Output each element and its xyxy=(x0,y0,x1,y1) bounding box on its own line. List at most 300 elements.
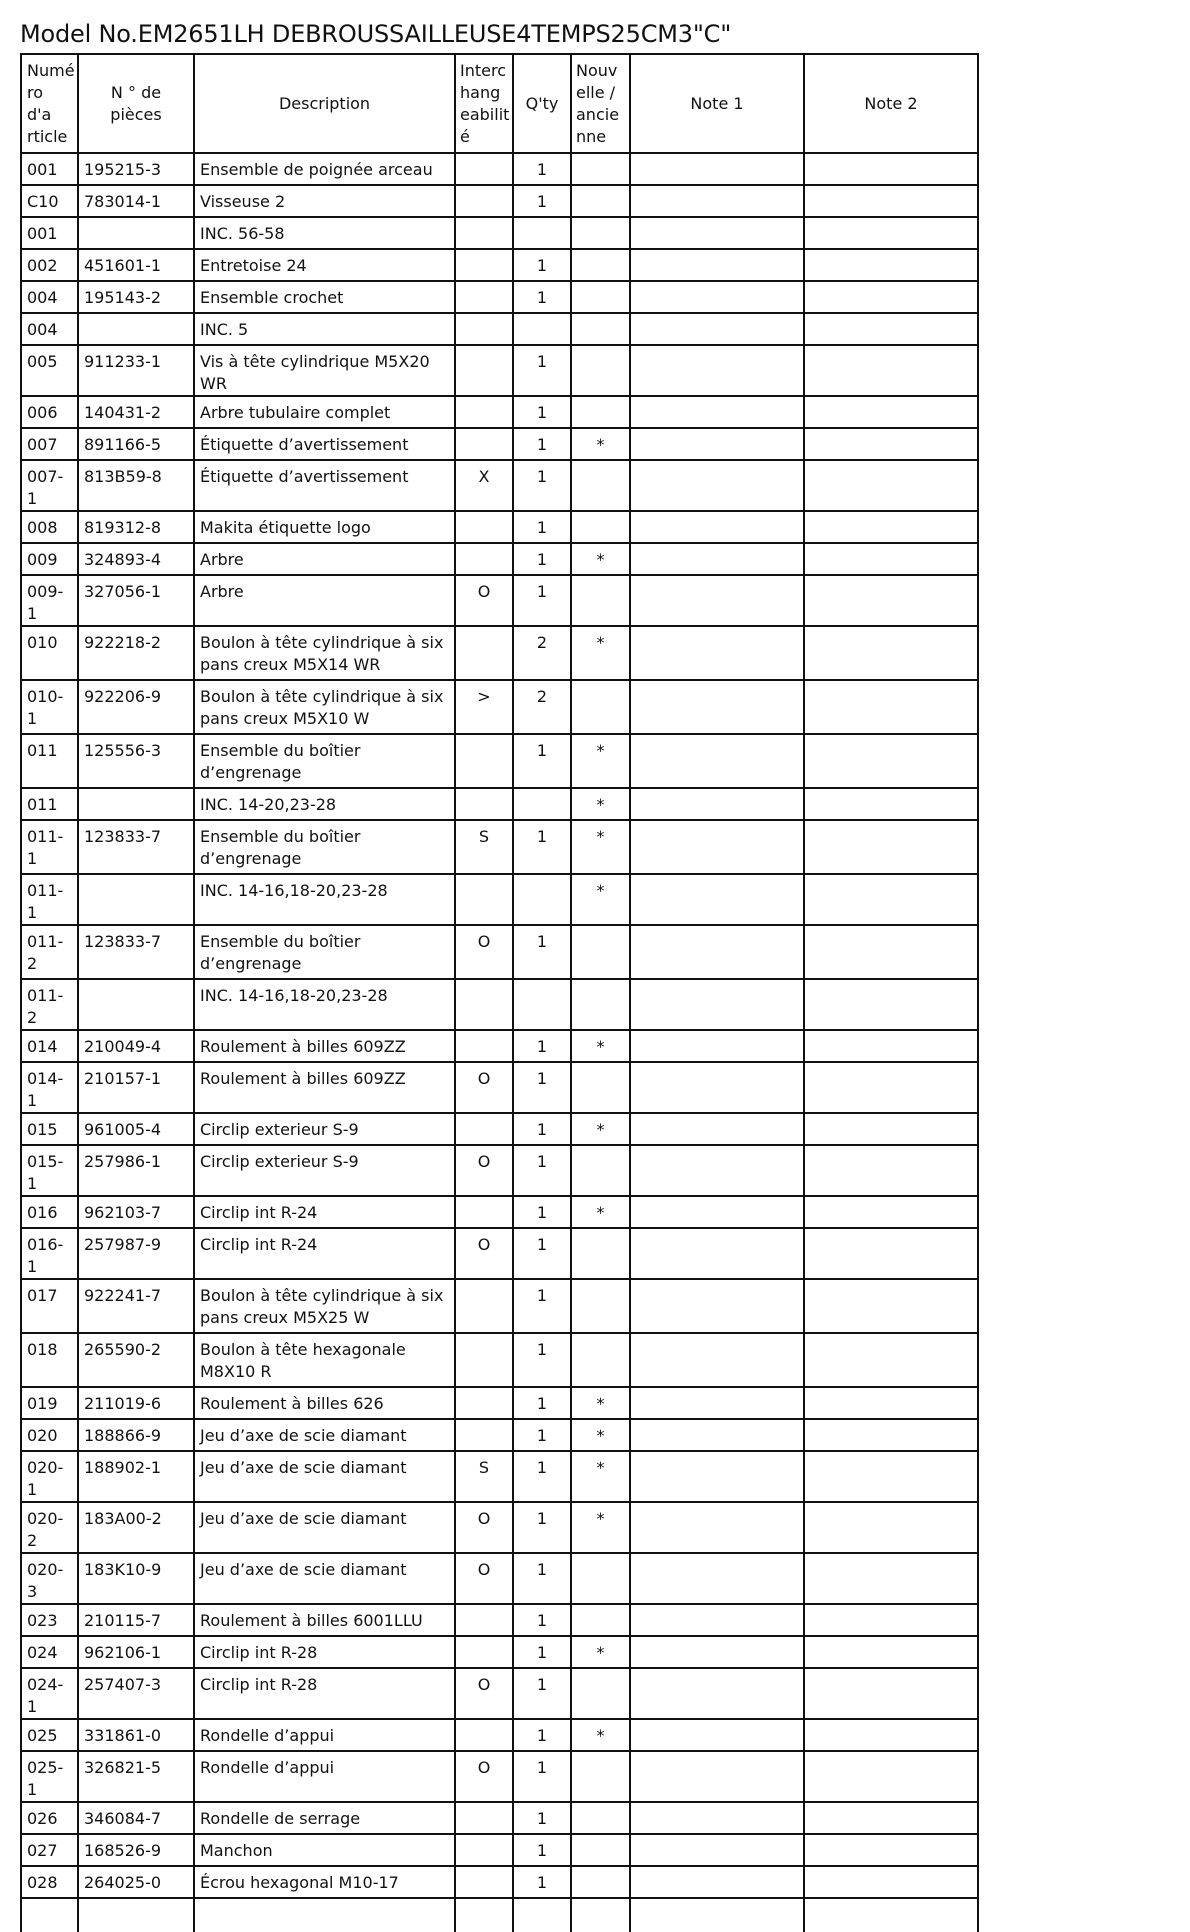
cell-description: Circlip int R-24 xyxy=(194,1196,455,1228)
cell-note-2 xyxy=(804,1228,978,1279)
table-row xyxy=(21,153,978,185)
cell-interchangeability: O xyxy=(455,1145,513,1196)
cell-item-number: 007 xyxy=(21,428,78,460)
cell-part-number: 813B59-8 xyxy=(78,460,194,511)
cell-part-number: 962106-1 xyxy=(78,1636,194,1668)
table-row xyxy=(21,874,978,925)
cell-item-number: 011-1 xyxy=(21,874,78,925)
cell-item-number: 026 xyxy=(21,1802,78,1834)
cell-part-number xyxy=(78,979,194,1030)
cell-item-number: 020-1 xyxy=(21,1451,78,1502)
cell-new-old xyxy=(571,1866,630,1898)
cell-note-2 xyxy=(804,820,978,874)
cell-description: INC. 5 xyxy=(194,313,455,345)
cell-new-old xyxy=(571,460,630,511)
cell-interchangeability xyxy=(455,249,513,281)
empty-cell xyxy=(194,1898,455,1932)
cell-interchangeability xyxy=(455,1196,513,1228)
cell-description: INC. 14-16,18-20,23-28 xyxy=(194,979,455,1030)
cell-part-number: 891166-5 xyxy=(78,428,194,460)
cell-item-number: 010-1 xyxy=(21,680,78,734)
cell-item-number: 010 xyxy=(21,626,78,680)
cell-note-1 xyxy=(630,1604,804,1636)
cell-note-1 xyxy=(630,788,804,820)
cell-note-2 xyxy=(804,1834,978,1866)
cell-item-number: 014 xyxy=(21,1030,78,1062)
cell-note-2 xyxy=(804,1030,978,1062)
cell-note-2 xyxy=(804,1719,978,1751)
cell-description: Boulon à tête hexagonale M8X10 R xyxy=(194,1333,455,1387)
cell-note-2 xyxy=(804,979,978,1030)
cell-note-1 xyxy=(630,874,804,925)
cell-description: Rondelle de serrage xyxy=(194,1802,455,1834)
cell-note-2 xyxy=(804,1062,978,1113)
cell-description: Arbre xyxy=(194,575,455,626)
cell-new-old: * xyxy=(571,1113,630,1145)
cell-quantity: 1 xyxy=(513,820,571,874)
cell-quantity xyxy=(513,217,571,249)
cell-note-2 xyxy=(804,460,978,511)
cell-interchangeability xyxy=(455,543,513,575)
cell-quantity: 1 xyxy=(513,428,571,460)
cell-interchangeability xyxy=(455,511,513,543)
cell-new-old xyxy=(571,1834,630,1866)
cell-interchangeability: X xyxy=(455,460,513,511)
cell-quantity: 1 xyxy=(513,1196,571,1228)
cell-note-1 xyxy=(630,460,804,511)
cell-quantity: 1 xyxy=(513,345,571,396)
cell-note-1 xyxy=(630,345,804,396)
cell-new-old xyxy=(571,281,630,313)
cell-interchangeability xyxy=(455,979,513,1030)
table-header xyxy=(21,54,978,153)
cell-new-old xyxy=(571,1333,630,1387)
cell-description: Rondelle d’appui xyxy=(194,1719,455,1751)
table-row xyxy=(21,428,978,460)
cell-note-2 xyxy=(804,345,978,396)
cell-note-1 xyxy=(630,820,804,874)
cell-new-old: * xyxy=(571,734,630,788)
cell-part-number: 331861-0 xyxy=(78,1719,194,1751)
cell-quantity: 1 xyxy=(513,1719,571,1751)
cell-new-old xyxy=(571,345,630,396)
cell-note-2 xyxy=(804,396,978,428)
cell-new-old: * xyxy=(571,626,630,680)
cell-note-2 xyxy=(804,575,978,626)
cell-item-number: 009-1 xyxy=(21,575,78,626)
cell-item-number: 011-2 xyxy=(21,925,78,979)
cell-note-1 xyxy=(630,1113,804,1145)
cell-interchangeability xyxy=(455,313,513,345)
cell-item-number: 004 xyxy=(21,313,78,345)
cell-part-number: 195143-2 xyxy=(78,281,194,313)
cell-part-number: 962103-7 xyxy=(78,1196,194,1228)
cell-quantity: 1 xyxy=(513,460,571,511)
cell-note-1 xyxy=(630,543,804,575)
cell-interchangeability xyxy=(455,1802,513,1834)
cell-part-number: 911233-1 xyxy=(78,345,194,396)
cell-note-1 xyxy=(630,281,804,313)
table-row xyxy=(21,217,978,249)
cell-note-1 xyxy=(630,1502,804,1553)
cell-quantity: 1 xyxy=(513,543,571,575)
cell-interchangeability: O xyxy=(455,1502,513,1553)
cell-note-2 xyxy=(804,925,978,979)
cell-item-number: 020-3 xyxy=(21,1553,78,1604)
cell-interchangeability xyxy=(455,345,513,396)
cell-item-number: 016 xyxy=(21,1196,78,1228)
cell-note-1 xyxy=(630,1553,804,1604)
cell-quantity: 1 xyxy=(513,1145,571,1196)
cell-item-number: 011-2 xyxy=(21,979,78,1030)
cell-part-number: 210115-7 xyxy=(78,1604,194,1636)
cell-note-1 xyxy=(630,1279,804,1333)
cell-quantity: 1 xyxy=(513,185,571,217)
cell-note-1 xyxy=(630,1866,804,1898)
empty-cell xyxy=(513,1898,571,1932)
cell-quantity xyxy=(513,788,571,820)
cell-new-old: * xyxy=(571,1387,630,1419)
table-row xyxy=(21,1451,978,1502)
cell-interchangeability: S xyxy=(455,1451,513,1502)
cell-item-number: 025 xyxy=(21,1719,78,1751)
cell-part-number: 211019-6 xyxy=(78,1387,194,1419)
cell-item-number: C10 xyxy=(21,185,78,217)
cell-item-number: 006 xyxy=(21,396,78,428)
cell-description: Ensemble de poignée arceau xyxy=(194,153,455,185)
table-row xyxy=(21,249,978,281)
cell-interchangeability xyxy=(455,1279,513,1333)
cell-new-old: * xyxy=(571,1030,630,1062)
cell-note-2 xyxy=(804,874,978,925)
table-row xyxy=(21,1228,978,1279)
cell-description: Roulement à billes 609ZZ xyxy=(194,1062,455,1113)
cell-quantity: 1 xyxy=(513,1113,571,1145)
cell-description: INC. 14-16,18-20,23-28 xyxy=(194,874,455,925)
cell-interchangeability: O xyxy=(455,1553,513,1604)
cell-new-old: * xyxy=(571,1419,630,1451)
cell-note-1 xyxy=(630,1030,804,1062)
cell-note-2 xyxy=(804,1802,978,1834)
cell-quantity xyxy=(513,313,571,345)
empty-cell xyxy=(630,1898,804,1932)
cell-quantity: 1 xyxy=(513,1451,571,1502)
cell-note-1 xyxy=(630,626,804,680)
cell-quantity: 1 xyxy=(513,1866,571,1898)
cell-description: Ensemble du boîtier d’engrenage xyxy=(194,820,455,874)
cell-note-2 xyxy=(804,543,978,575)
cell-description: Circlip exterieur S-9 xyxy=(194,1145,455,1196)
cell-item-number: 011 xyxy=(21,788,78,820)
cell-part-number xyxy=(78,788,194,820)
table-row xyxy=(21,1030,978,1062)
cell-note-2 xyxy=(804,626,978,680)
cell-note-1 xyxy=(630,979,804,1030)
page-title: Model No.EM2651LH DEBROUSSAILLEUSE4TEMPS25CM3"C" xyxy=(20,20,732,48)
empty-cell xyxy=(804,1898,978,1932)
cell-quantity: 1 xyxy=(513,925,571,979)
table-row xyxy=(21,626,978,680)
cell-quantity: 1 xyxy=(513,511,571,543)
cell-item-number: 001 xyxy=(21,217,78,249)
cell-quantity: 1 xyxy=(513,1636,571,1668)
cell-note-1 xyxy=(630,185,804,217)
table-row xyxy=(21,1636,978,1668)
cell-part-number: 264025-0 xyxy=(78,1866,194,1898)
cell-note-1 xyxy=(630,1834,804,1866)
table-row xyxy=(21,460,978,511)
cell-quantity: 1 xyxy=(513,249,571,281)
cell-note-1 xyxy=(630,511,804,543)
cell-note-2 xyxy=(804,1113,978,1145)
cell-new-old: * xyxy=(571,788,630,820)
cell-note-1 xyxy=(630,1668,804,1719)
cell-quantity: 1 xyxy=(513,281,571,313)
cell-new-old: * xyxy=(571,428,630,460)
cell-description: Circlip exterieur S-9 xyxy=(194,1113,455,1145)
cell-description: Makita étiquette logo xyxy=(194,511,455,543)
cell-part-number: 961005-4 xyxy=(78,1113,194,1145)
cell-note-2 xyxy=(804,1279,978,1333)
cell-new-old xyxy=(571,153,630,185)
cell-quantity: 1 xyxy=(513,1502,571,1553)
cell-note-1 xyxy=(630,1062,804,1113)
table-row xyxy=(21,1419,978,1451)
cell-new-old: * xyxy=(571,1502,630,1553)
cell-quantity: 1 xyxy=(513,1834,571,1866)
cell-note-2 xyxy=(804,1196,978,1228)
cell-part-number: 265590-2 xyxy=(78,1333,194,1387)
table-row xyxy=(21,1502,978,1553)
cell-part-number xyxy=(78,217,194,249)
cell-note-1 xyxy=(630,1451,804,1502)
cell-interchangeability xyxy=(455,1866,513,1898)
cell-description: Circlip int R-28 xyxy=(194,1668,455,1719)
cell-interchangeability: O xyxy=(455,1062,513,1113)
cell-item-number: 023 xyxy=(21,1604,78,1636)
cell-note-1 xyxy=(630,1333,804,1387)
cell-note-1 xyxy=(630,680,804,734)
cell-description: Boulon à tête cylindrique à six pans creux M5X14 WR xyxy=(194,626,455,680)
cell-note-1 xyxy=(630,734,804,788)
cell-part-number: 327056-1 xyxy=(78,575,194,626)
cell-description: Entretoise 24 xyxy=(194,249,455,281)
cell-interchangeability xyxy=(455,1834,513,1866)
cell-new-old xyxy=(571,575,630,626)
cell-note-1 xyxy=(630,1387,804,1419)
cell-interchangeability xyxy=(455,874,513,925)
table-row xyxy=(21,185,978,217)
table-row xyxy=(21,511,978,543)
cell-item-number: 007-1 xyxy=(21,460,78,511)
table-row xyxy=(21,1751,978,1802)
cell-interchangeability xyxy=(455,1419,513,1451)
table-body xyxy=(21,153,978,1932)
cell-new-old xyxy=(571,1145,630,1196)
cell-item-number: 008 xyxy=(21,511,78,543)
cell-part-number: 326821-5 xyxy=(78,1751,194,1802)
cell-quantity: 1 xyxy=(513,396,571,428)
table-row xyxy=(21,575,978,626)
cell-item-number: 004 xyxy=(21,281,78,313)
cell-new-old xyxy=(571,1802,630,1834)
cell-item-number: 009 xyxy=(21,543,78,575)
cell-interchangeability xyxy=(455,153,513,185)
cell-new-old: * xyxy=(571,1636,630,1668)
header-part-number: N ° de pièces xyxy=(78,54,194,153)
cell-interchangeability xyxy=(455,734,513,788)
cell-new-old xyxy=(571,396,630,428)
table-row xyxy=(21,396,978,428)
cell-interchangeability xyxy=(455,428,513,460)
table-row-empty xyxy=(21,1898,978,1932)
cell-item-number: 015-1 xyxy=(21,1145,78,1196)
cell-note-2 xyxy=(804,1145,978,1196)
table-row xyxy=(21,1802,978,1834)
cell-description: Étiquette d’avertissement xyxy=(194,460,455,511)
cell-description: Écrou hexagonal M10-17 xyxy=(194,1866,455,1898)
cell-interchangeability: O xyxy=(455,1668,513,1719)
cell-interchangeability xyxy=(455,1636,513,1668)
cell-new-old xyxy=(571,185,630,217)
table-row xyxy=(21,543,978,575)
cell-new-old xyxy=(571,1062,630,1113)
table-row xyxy=(21,1113,978,1145)
cell-description: Ensemble du boîtier d’engrenage xyxy=(194,925,455,979)
cell-part-number: 168526-9 xyxy=(78,1834,194,1866)
empty-cell xyxy=(571,1898,630,1932)
cell-interchangeability xyxy=(455,396,513,428)
header-new-old: Nouv elle / ancie nne xyxy=(571,54,630,153)
cell-quantity: 1 xyxy=(513,1279,571,1333)
cell-part-number: 140431-2 xyxy=(78,396,194,428)
cell-part-number: 210049-4 xyxy=(78,1030,194,1062)
cell-new-old: * xyxy=(571,1451,630,1502)
cell-note-2 xyxy=(804,217,978,249)
table-row xyxy=(21,734,978,788)
cell-note-2 xyxy=(804,1636,978,1668)
table-row xyxy=(21,1062,978,1113)
cell-part-number: 125556-3 xyxy=(78,734,194,788)
cell-description: INC. 14-20,23-28 xyxy=(194,788,455,820)
cell-new-old xyxy=(571,925,630,979)
cell-note-1 xyxy=(630,1719,804,1751)
cell-interchangeability: S xyxy=(455,820,513,874)
cell-description: Jeu d’axe de scie diamant xyxy=(194,1502,455,1553)
cell-quantity: 2 xyxy=(513,680,571,734)
header-description: Description xyxy=(194,54,455,153)
cell-part-number: 922241-7 xyxy=(78,1279,194,1333)
cell-quantity: 1 xyxy=(513,1333,571,1387)
table-row xyxy=(21,820,978,874)
cell-quantity: 1 xyxy=(513,1228,571,1279)
empty-cell xyxy=(455,1898,513,1932)
cell-interchangeability xyxy=(455,217,513,249)
cell-description: Arbre tubulaire complet xyxy=(194,396,455,428)
table-row xyxy=(21,1668,978,1719)
cell-note-2 xyxy=(804,1668,978,1719)
cell-note-2 xyxy=(804,185,978,217)
cell-note-1 xyxy=(630,153,804,185)
table-row xyxy=(21,1333,978,1387)
table-row xyxy=(21,925,978,979)
cell-part-number: 346084-7 xyxy=(78,1802,194,1834)
cell-part-number: 451601-1 xyxy=(78,249,194,281)
cell-item-number: 024-1 xyxy=(21,1668,78,1719)
cell-description: Jeu d’axe de scie diamant xyxy=(194,1419,455,1451)
cell-description: Jeu d’axe de scie diamant xyxy=(194,1553,455,1604)
cell-new-old: * xyxy=(571,543,630,575)
cell-interchangeability: O xyxy=(455,575,513,626)
cell-item-number: 024 xyxy=(21,1636,78,1668)
cell-item-number: 028 xyxy=(21,1866,78,1898)
cell-interchangeability xyxy=(455,1113,513,1145)
cell-new-old xyxy=(571,680,630,734)
cell-interchangeability xyxy=(455,1604,513,1636)
cell-quantity: 1 xyxy=(513,1604,571,1636)
cell-part-number: 183K10-9 xyxy=(78,1553,194,1604)
cell-item-number: 025-1 xyxy=(21,1751,78,1802)
cell-new-old xyxy=(571,979,630,1030)
cell-new-old xyxy=(571,313,630,345)
cell-part-number: 183A00-2 xyxy=(78,1502,194,1553)
cell-quantity: 1 xyxy=(513,1419,571,1451)
cell-part-number: 195215-3 xyxy=(78,153,194,185)
cell-interchangeability xyxy=(455,1719,513,1751)
cell-new-old xyxy=(571,1604,630,1636)
cell-note-1 xyxy=(630,396,804,428)
cell-interchangeability xyxy=(455,185,513,217)
cell-note-2 xyxy=(804,313,978,345)
cell-new-old xyxy=(571,511,630,543)
table-row xyxy=(21,1387,978,1419)
cell-note-1 xyxy=(630,925,804,979)
cell-interchangeability: > xyxy=(455,680,513,734)
cell-note-2 xyxy=(804,1451,978,1502)
cell-part-number: 188902-1 xyxy=(78,1451,194,1502)
cell-note-2 xyxy=(804,1866,978,1898)
cell-quantity: 1 xyxy=(513,1062,571,1113)
cell-note-1 xyxy=(630,1196,804,1228)
cell-item-number: 001 xyxy=(21,153,78,185)
cell-description: Roulement à billes 626 xyxy=(194,1387,455,1419)
cell-part-number xyxy=(78,313,194,345)
cell-description: Vis à tête cylindrique M5X20 WR xyxy=(194,345,455,396)
cell-note-2 xyxy=(804,1502,978,1553)
cell-quantity: 1 xyxy=(513,1668,571,1719)
cell-interchangeability: O xyxy=(455,925,513,979)
table-row xyxy=(21,788,978,820)
cell-description: Boulon à tête cylindrique à six pans creux M5X25 W xyxy=(194,1279,455,1333)
cell-quantity: 1 xyxy=(513,153,571,185)
cell-new-old xyxy=(571,1279,630,1333)
cell-part-number: 819312-8 xyxy=(78,511,194,543)
cell-new-old: * xyxy=(571,1196,630,1228)
cell-part-number: 210157-1 xyxy=(78,1062,194,1113)
cell-note-2 xyxy=(804,281,978,313)
cell-description: Ensemble crochet xyxy=(194,281,455,313)
cell-part-number: 324893-4 xyxy=(78,543,194,575)
cell-description: Circlip int R-24 xyxy=(194,1228,455,1279)
cell-item-number: 002 xyxy=(21,249,78,281)
cell-interchangeability: O xyxy=(455,1228,513,1279)
cell-new-old xyxy=(571,1228,630,1279)
cell-note-2 xyxy=(804,734,978,788)
header-interchangeability: Interc hang eabilit é xyxy=(455,54,513,153)
cell-description: Circlip int R-28 xyxy=(194,1636,455,1668)
header-note-2: Note 2 xyxy=(804,54,978,153)
table-row xyxy=(21,345,978,396)
